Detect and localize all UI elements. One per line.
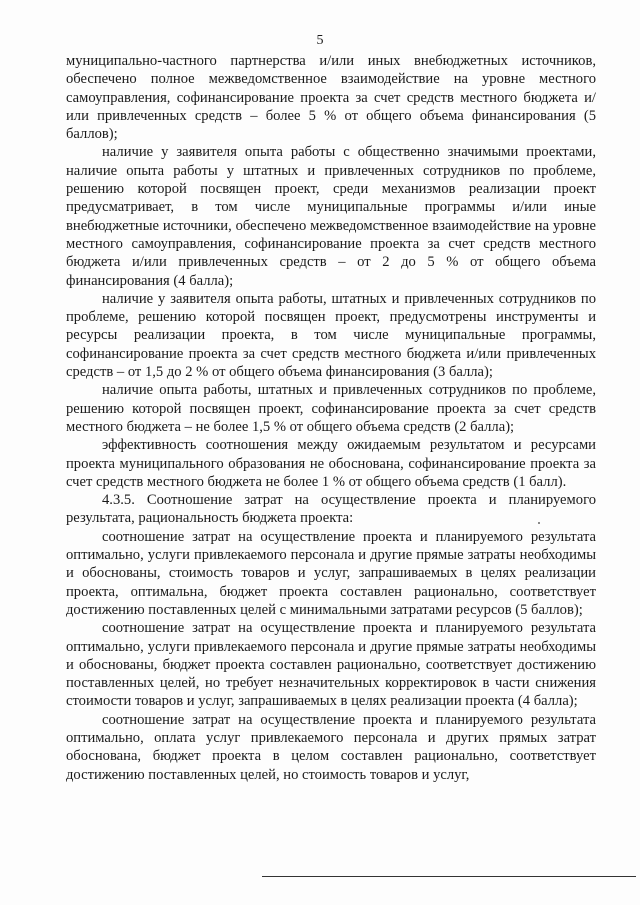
section-heading-4-3-5: 4.3.5. Соотношение затрат на осуществление проекта и планируемого результата, рациональность бюджета проекта:: [66, 492, 596, 527]
paragraph-continuation: муниципально-частного партнерства и/или иных внебюджетных источников, обеспечено полное межведомственное взаимодействие на уровне местного самоуправления, софинансирование проекта за счет средств местного бюджета и/или привлеченных средств – более 5 % от общего объема финансирования (5 баллов);: [66, 53, 596, 143]
document-body: [66, 52, 596, 784]
scan-speck: [538, 522, 540, 524]
footer-rule: [262, 876, 636, 877]
paragraph-criterion-2-points: наличие опыта работы, штатных и привлеченных сотрудников по проблеме, решению которой посвящен проект, софинансирование проекта за счет средств местного бюджета – не более 1,5 % от общего объема средств (2 балла);: [66, 382, 596, 435]
paragraph-cost-continued: соотношение затрат на осуществление проекта и планируемого результата оптимально, оплата услуг привлекаемого персонала и других прямых затрат обоснована, бюджет проекта в целом составлен рационально, соответствует достижению поставленных целей, но стоимость товаров и услуг,: [66, 711, 596, 783]
page-number: 5: [316, 33, 324, 48]
paragraph-criterion-3-points: наличие у заявителя опыта работы, штатных и привлеченных сотрудников по проблеме, решению которой посвящен проект, предусмотрены инструменты и ресурсы реализации проекта, в том числе муниципальные программы, софинансирование проекта за счет средств местного бюджета и/или привлеченных средств – от 1,5 до 2 % от общего объема финансирования (3 балла);: [66, 290, 596, 381]
paragraph-cost-4-points: соотношение затрат на осуществление проекта и планируемого результата оптимально, услуги привлекаемого персонала и другие прямые затраты необходимы и обоснованы, бюджет проекта составлен рационально, соответствует достижению поставленных целей, но требует незначительных корректировок в части снижения стоимости товаров и услуг, запрашиваемых в целях реализации проекта (4 балла);: [66, 620, 596, 710]
paragraph-criterion-4-points: наличие у заявителя опыта работы с общественно значимыми проектами, наличие опыта работы у штатных и привлеченных сотрудников по проблеме, решению которой посвящен проект, среди механизмов реализации проект предусматривает, в том числе муниципальные программы и/или иные внебюджетные источники, обеспечено межведомственное взаимодействие на уровне местного самоуправления, софинансирование проекта за счет средств местного бюджета и/или привлеченных средств – от 2 до 5 % от общего объема финансирования (4 балла);: [66, 144, 596, 289]
paragraph-criterion-1-point: эффективность соотношения между ожидаемым результатом и ресурсами проекта муниципального образования не обоснована, софинансирование проекта за счет средств местного бюджета не более 1 % от общего объема средств (1 балл).: [66, 437, 596, 490]
paragraph-cost-5-points: соотношение затрат на осуществление проекта и планируемого результата оптимально, услуги привлекаемого персонала и другие прямые затраты необходимы и обоснованы, стоимость товаров и услуг, запрашиваемых в целях реализации проекта, оптимальна, бюджет проекта составлен рационально, соответствует достижению поставленных целей с минимальными затратами ресурсов (5 баллов);: [66, 528, 596, 618]
